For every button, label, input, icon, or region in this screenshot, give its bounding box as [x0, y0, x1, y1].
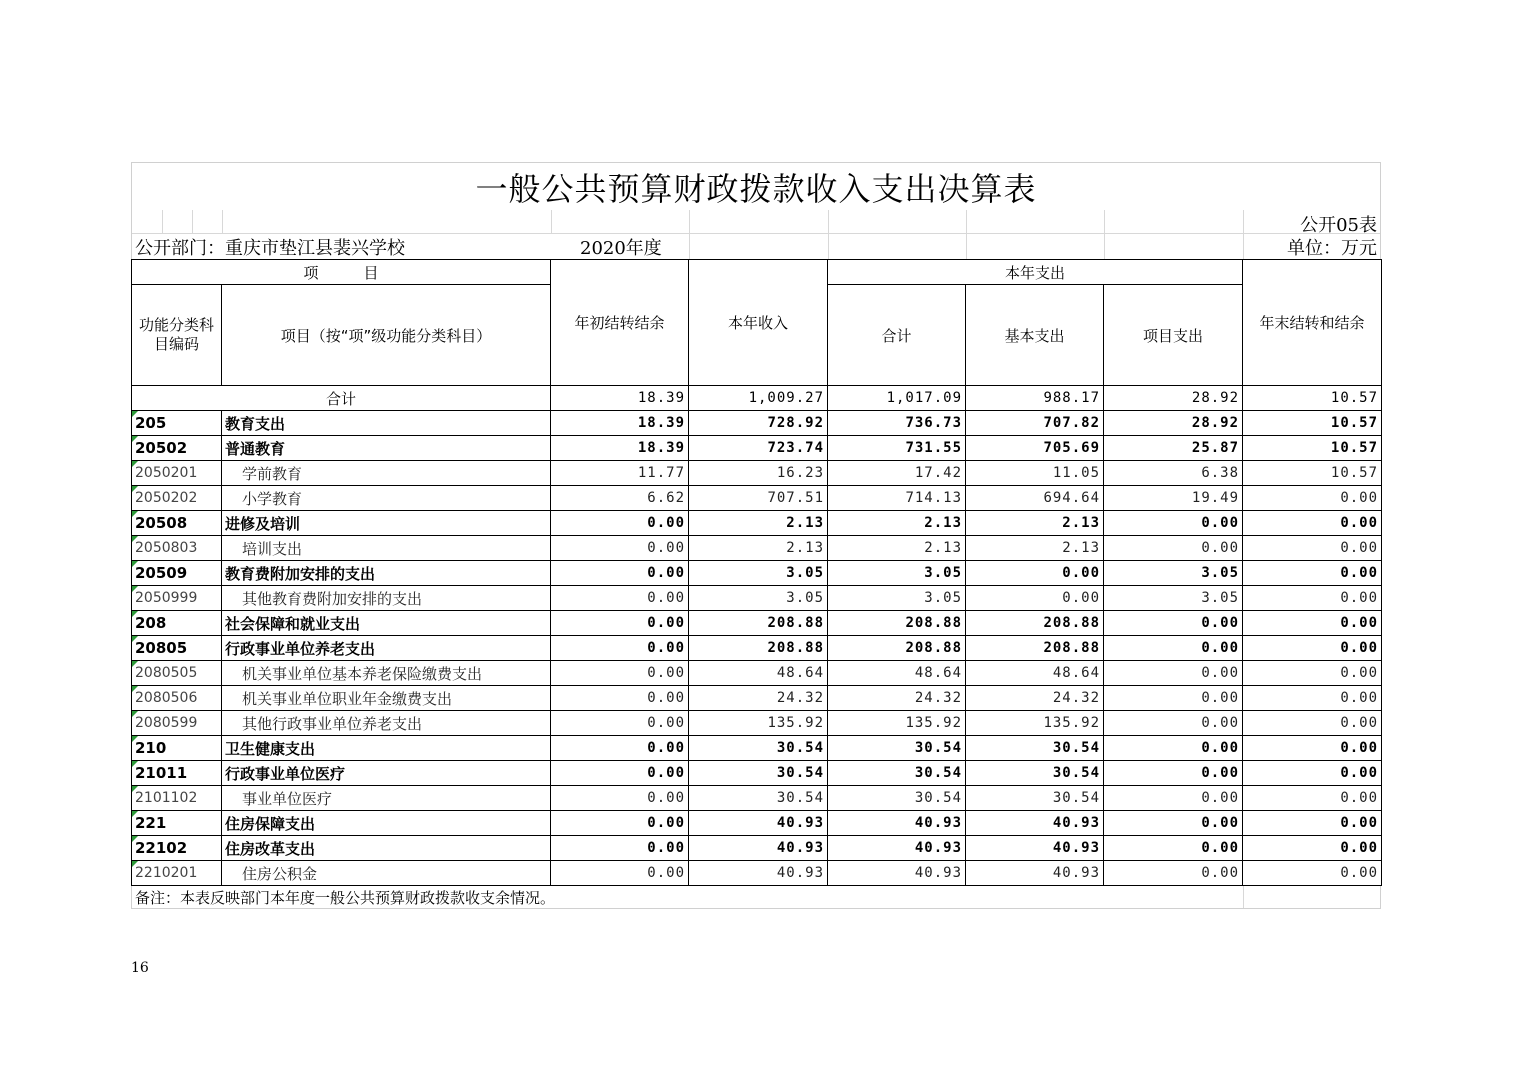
row-value: 0.00 [551, 586, 689, 611]
row-name: 行政事业单位医疗 [222, 761, 551, 786]
row-value: 25.87 [1104, 436, 1243, 461]
row-value: 3.05 [1104, 561, 1243, 586]
row-value: 0.00 [1104, 711, 1243, 736]
department-label: 公开部门：重庆市垫江县裴兴学校 [135, 238, 405, 259]
row-value: 30.54 [689, 736, 828, 761]
table-row [132, 536, 1382, 561]
row-value: 0.00 [1104, 736, 1243, 761]
row-value: 6.38 [1104, 461, 1243, 486]
row-name: 行政事业单位养老支出 [222, 636, 551, 661]
row-value: 6.62 [551, 486, 689, 511]
row-value: 40.93 [828, 836, 966, 861]
row-value: 24.32 [828, 686, 966, 711]
row-value: 18.39 [551, 411, 689, 436]
row-value: 0.00 [1243, 786, 1382, 811]
row-value: 3.05 [828, 586, 966, 611]
row-value: 0.00 [551, 661, 689, 686]
table-row [132, 761, 1382, 786]
table-row [132, 811, 1382, 836]
row-name: 其他行政事业单位养老支出 [222, 711, 551, 736]
row-value: 208.88 [828, 611, 966, 636]
table-row [132, 586, 1382, 611]
table-row [132, 486, 1382, 511]
row-value: 30.54 [966, 786, 1104, 811]
row-value: 10.57 [1243, 436, 1382, 461]
row-value: 11.05 [966, 461, 1104, 486]
header-project-exp: 项目支出 [1104, 285, 1243, 386]
row-value: 0.00 [1243, 486, 1382, 511]
row-value: 30.54 [689, 786, 828, 811]
row-value: 0.00 [1243, 861, 1382, 886]
row-value: 0.00 [1104, 861, 1243, 886]
unit-label: 单位：万元 [1287, 238, 1377, 259]
total-income: 1,009.27 [689, 386, 828, 411]
row-value: 0.00 [551, 861, 689, 886]
row-value: 30.54 [828, 761, 966, 786]
row-value: 208.88 [689, 636, 828, 661]
row-name: 其他教育费附加安排的支出 [222, 586, 551, 611]
table-row [132, 411, 1382, 436]
row-value: 208.88 [966, 636, 1104, 661]
row-value: 208.88 [828, 636, 966, 661]
table-row [132, 861, 1382, 886]
row-code: 210 [132, 736, 222, 761]
row-value: 30.54 [828, 736, 966, 761]
row-value: 0.00 [1243, 636, 1382, 661]
row-value: 19.49 [1104, 486, 1243, 511]
row-value: 0.00 [1104, 761, 1243, 786]
row-value: 2.13 [689, 536, 828, 561]
row-value: 2.13 [828, 536, 966, 561]
table-row [132, 636, 1382, 661]
header-project: 项 目 [132, 260, 551, 285]
row-value: 0.00 [966, 586, 1104, 611]
total-begin: 18.39 [551, 386, 689, 411]
row-value: 3.05 [828, 561, 966, 586]
row-value: 0.00 [1243, 611, 1382, 636]
row-name: 机关事业单位职业年金缴费支出 [222, 686, 551, 711]
row-value: 2.13 [828, 511, 966, 536]
row-value: 705.69 [966, 436, 1104, 461]
row-name: 普通教育 [222, 436, 551, 461]
row-name: 教育费附加安排的支出 [222, 561, 551, 586]
row-value: 0.00 [551, 561, 689, 586]
row-value: 208.88 [966, 611, 1104, 636]
row-value: 694.64 [966, 486, 1104, 511]
row-value: 0.00 [551, 836, 689, 861]
row-value: 0.00 [1243, 836, 1382, 861]
row-value: 2.13 [966, 536, 1104, 561]
row-code: 20509 [132, 561, 222, 586]
header-end-balance: 年末结转和结余 [1243, 260, 1382, 386]
row-value: 0.00 [1243, 736, 1382, 761]
table-row [132, 711, 1382, 736]
row-value: 0.00 [1104, 511, 1243, 536]
row-code: 2050803 [132, 536, 222, 561]
row-value: 0.00 [1243, 686, 1382, 711]
row-value: 0.00 [1104, 686, 1243, 711]
row-name: 住房改革支出 [222, 836, 551, 861]
row-value: 48.64 [828, 661, 966, 686]
table-row [132, 736, 1382, 761]
row-value: 40.93 [966, 836, 1104, 861]
row-value: 0.00 [1243, 761, 1382, 786]
table-row [132, 461, 1382, 486]
total-end: 10.57 [1243, 386, 1382, 411]
budget-table [131, 259, 1382, 886]
row-value: 40.93 [828, 811, 966, 836]
row-value: 30.54 [828, 786, 966, 811]
row-value: 0.00 [551, 511, 689, 536]
budget-sheet [131, 162, 1381, 909]
row-name: 住房保障支出 [222, 811, 551, 836]
row-value: 3.05 [689, 586, 828, 611]
row-value: 723.74 [689, 436, 828, 461]
row-name: 机关事业单位基本养老保险缴费支出 [222, 661, 551, 686]
row-name: 住房公积金 [222, 861, 551, 886]
row-value: 731.55 [828, 436, 966, 461]
table-row [132, 436, 1382, 461]
header-income: 本年收入 [689, 260, 828, 386]
row-name: 学前教育 [222, 461, 551, 486]
row-name: 进修及培训 [222, 511, 551, 536]
table-row [132, 786, 1382, 811]
row-value: 2.13 [689, 511, 828, 536]
total-project: 28.92 [1104, 386, 1243, 411]
header-item-name: 项目（按“项”级功能分类科目） [222, 285, 551, 386]
row-value: 0.00 [966, 561, 1104, 586]
row-value: 40.93 [689, 811, 828, 836]
row-name: 卫生健康支出 [222, 736, 551, 761]
row-value: 0.00 [551, 811, 689, 836]
table-title: 一般公共预算财政拨款收入支出决算表 [131, 162, 1381, 210]
table-row [132, 561, 1382, 586]
row-name: 教育支出 [222, 411, 551, 436]
row-code: 2080599 [132, 711, 222, 736]
row-value: 135.92 [828, 711, 966, 736]
header-begin-balance: 年初结转结余 [551, 260, 689, 386]
row-value: 707.82 [966, 411, 1104, 436]
row-code: 20508 [132, 511, 222, 536]
table-row [132, 611, 1382, 636]
row-code: 221 [132, 811, 222, 836]
row-value: 24.32 [966, 686, 1104, 711]
row-name: 社会保障和就业支出 [222, 611, 551, 636]
row-value: 0.00 [551, 686, 689, 711]
row-value: 736.73 [828, 411, 966, 436]
row-value: 0.00 [551, 711, 689, 736]
row-value: 0.00 [1104, 636, 1243, 661]
row-name: 小学教育 [222, 486, 551, 511]
row-value: 728.92 [689, 411, 828, 436]
row-value: 0.00 [1104, 811, 1243, 836]
row-value: 714.13 [828, 486, 966, 511]
table-row [132, 661, 1382, 686]
header-func-code: 功能分类科目编码 [132, 285, 222, 386]
row-value: 0.00 [1243, 561, 1382, 586]
row-value: 16.23 [689, 461, 828, 486]
row-value: 40.93 [966, 811, 1104, 836]
table-row [132, 511, 1382, 536]
total-basic: 988.17 [966, 386, 1104, 411]
row-name: 培训支出 [222, 536, 551, 561]
row-value: 3.05 [689, 561, 828, 586]
row-value: 0.00 [1243, 661, 1382, 686]
total-label: 合计 [132, 386, 551, 411]
row-value: 28.92 [1104, 411, 1243, 436]
row-code: 2050202 [132, 486, 222, 511]
row-value: 0.00 [1104, 611, 1243, 636]
page-number: 16 [131, 960, 149, 976]
table-row [132, 686, 1382, 711]
row-value: 3.05 [1104, 586, 1243, 611]
total-expense: 1,017.09 [828, 386, 966, 411]
row-value: 48.64 [689, 661, 828, 686]
header-total: 合计 [828, 285, 966, 386]
row-value: 40.93 [689, 861, 828, 886]
row-value: 30.54 [966, 736, 1104, 761]
row-value: 0.00 [551, 786, 689, 811]
row-value: 2.13 [966, 511, 1104, 536]
row-value: 40.93 [966, 861, 1104, 886]
row-code: 2210201 [132, 861, 222, 886]
total-row [132, 386, 1382, 411]
row-value: 0.00 [1243, 586, 1382, 611]
row-value: 0.00 [1104, 536, 1243, 561]
row-value: 11.77 [551, 461, 689, 486]
row-value: 0.00 [1243, 811, 1382, 836]
row-value: 0.00 [1243, 711, 1382, 736]
row-code: 20805 [132, 636, 222, 661]
row-value: 0.00 [1104, 836, 1243, 861]
row-code: 2050201 [132, 461, 222, 486]
row-value: 0.00 [1243, 536, 1382, 561]
row-value: 0.00 [551, 736, 689, 761]
form-number-row [131, 210, 1381, 234]
row-code: 208 [132, 611, 222, 636]
row-value: 40.93 [689, 836, 828, 861]
row-value: 24.32 [689, 686, 828, 711]
row-value: 208.88 [689, 611, 828, 636]
department-row [131, 234, 1381, 259]
header-expense-group: 本年支出 [828, 260, 1243, 285]
row-code: 2080505 [132, 661, 222, 686]
row-code: 2101102 [132, 786, 222, 811]
note-row [131, 886, 1381, 909]
row-code: 21011 [132, 761, 222, 786]
row-code: 20502 [132, 436, 222, 461]
row-value: 0.00 [1243, 511, 1382, 536]
row-code: 2050999 [132, 586, 222, 611]
row-value: 30.54 [966, 761, 1104, 786]
row-value: 0.00 [1104, 661, 1243, 686]
row-value: 0.00 [551, 536, 689, 561]
row-value: 0.00 [551, 611, 689, 636]
footnote: 备注：本表反映部门本年度一般公共预算财政拨款收支余情况。 [135, 889, 556, 907]
row-code: 2080506 [132, 686, 222, 711]
row-value: 10.57 [1243, 461, 1382, 486]
row-value: 48.64 [966, 661, 1104, 686]
row-value: 40.93 [828, 861, 966, 886]
row-value: 0.00 [551, 761, 689, 786]
row-code: 205 [132, 411, 222, 436]
fiscal-year: 2020年度 [580, 238, 662, 259]
form-number: 公开05表 [1300, 215, 1377, 236]
row-code: 22102 [132, 836, 222, 861]
row-value: 10.57 [1243, 411, 1382, 436]
row-value: 18.39 [551, 436, 689, 461]
row-value: 0.00 [1104, 786, 1243, 811]
row-value: 17.42 [828, 461, 966, 486]
row-value: 0.00 [551, 636, 689, 661]
row-name: 事业单位医疗 [222, 786, 551, 811]
row-value: 30.54 [689, 761, 828, 786]
header-basic: 基本支出 [966, 285, 1104, 386]
row-value: 135.92 [689, 711, 828, 736]
table-row [132, 836, 1382, 861]
row-value: 707.51 [689, 486, 828, 511]
row-value: 135.92 [966, 711, 1104, 736]
